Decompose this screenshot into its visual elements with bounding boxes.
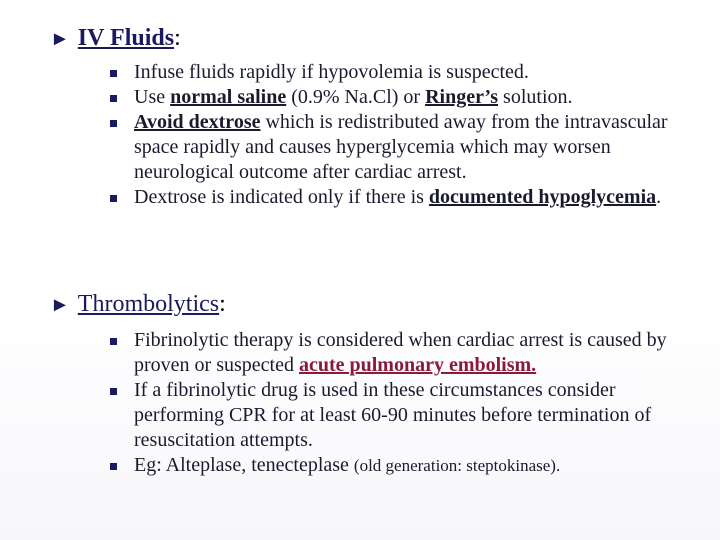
square-bullet-icon [110, 95, 117, 102]
square-bullet-icon [110, 388, 117, 395]
item-text: Eg: Alteplase, tenecteplase [134, 454, 354, 476]
section-colon: : [219, 291, 226, 317]
triangle-bullet-icon: ► [50, 294, 70, 316]
item-text: . [656, 186, 662, 208]
item-text: solution. [498, 86, 573, 108]
section-heading-iv-fluids [50, 24, 181, 53]
item-text: Fibrinolytic therapy is considered when cardiac arrest is caused by proven or suspected [134, 329, 667, 376]
list-item [106, 110, 686, 185]
item-emphasis: normal saline [170, 86, 287, 108]
item-text: Use [134, 86, 171, 108]
item-note: (old generation: steptokinase). [353, 456, 561, 475]
thrombolytics-list [106, 328, 686, 478]
square-bullet-icon [110, 338, 117, 345]
square-bullet-icon [110, 70, 117, 77]
square-bullet-icon [110, 120, 117, 127]
section-colon: : [174, 25, 181, 51]
item-text: which is redistributed away from the intravascular space rapidly and causes hyperglycemia which may worsen neurological outcome after cardiac arrest. [134, 111, 668, 183]
square-bullet-icon [110, 195, 117, 202]
item-emphasis: documented hypoglycemia [428, 186, 657, 208]
section-title: IV Fluids [77, 25, 175, 51]
section-heading-thrombolytics [50, 290, 226, 319]
square-bullet-icon [110, 463, 117, 470]
item-text: Infuse fluids rapidly if hypovolemia is suspected. [134, 61, 529, 83]
list-item [106, 453, 686, 478]
item-emphasis: Ringer’s [425, 86, 499, 108]
item-text: If a fibrinolytic drug is used in these circumstances consider performing CPR for at least 60-90 minutes before termination of resuscitation attempts. [134, 379, 652, 451]
list-item [106, 328, 686, 378]
iv-fluids-list [106, 60, 686, 210]
list-item [106, 378, 686, 453]
list-item [106, 85, 686, 110]
section-title: Thrombolytics [77, 291, 220, 317]
item-text: Dextrose is indicated only if there is [134, 186, 429, 208]
item-emphasis: acute pulmonary embolism. [298, 354, 537, 376]
item-emphasis: Avoid dextrose [134, 111, 261, 133]
item-text: (0.9% Na.Cl) or [286, 86, 426, 108]
triangle-bullet-icon: ► [50, 28, 70, 50]
list-item [106, 185, 686, 210]
list-item [106, 60, 686, 85]
